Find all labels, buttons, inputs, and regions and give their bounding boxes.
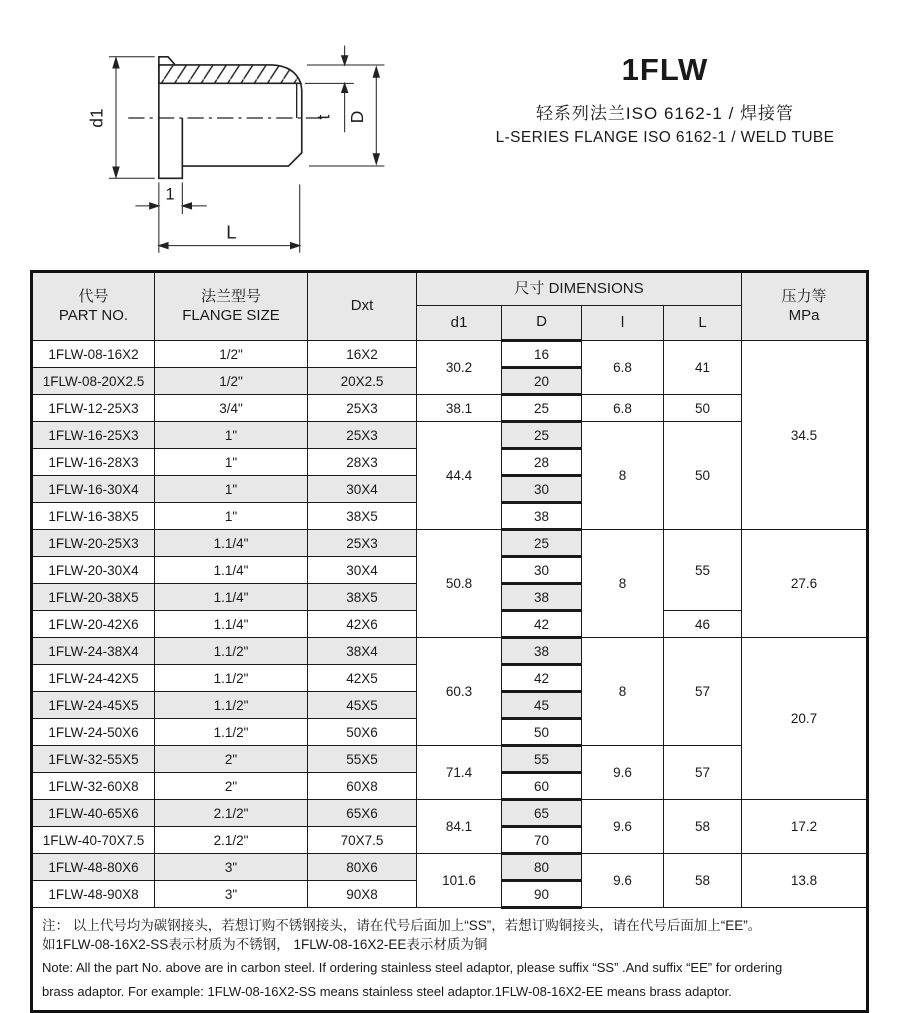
- cell-part: 1FLW-20-42X6: [32, 611, 155, 638]
- cell-D: 80: [502, 854, 582, 881]
- cell-D: 65: [502, 800, 582, 827]
- col-header-flange-size: [155, 272, 308, 341]
- flange-size-header-en: FLANGE SIZE: [182, 306, 280, 324]
- cell-d1: 71.4: [417, 746, 502, 800]
- cell-part: 1FLW-32-55X5: [32, 746, 155, 773]
- flange-size-header-cn: 法兰型号: [200, 287, 261, 305]
- cell-dxt: 30X4: [308, 557, 417, 584]
- cell-l: 6.8: [582, 341, 664, 395]
- cell-size: 1.1/2": [155, 638, 308, 665]
- cell-l: 6.8: [582, 395, 664, 422]
- cell-size: 1.1/4": [155, 557, 308, 584]
- cell-size: 1/2": [155, 341, 308, 368]
- cell-D: 38: [502, 503, 582, 530]
- cell-L: 57: [664, 746, 742, 800]
- cell-part: 1FLW-16-38X5: [32, 503, 155, 530]
- cell-l: 8: [582, 638, 664, 746]
- dimension-L: [159, 184, 300, 252]
- cell-dxt: 42X6: [308, 611, 417, 638]
- col-header-part-no: [32, 272, 155, 341]
- cell-size: 1": [155, 422, 308, 449]
- technical-drawing: [30, 18, 400, 263]
- cell-D: 28: [502, 449, 582, 476]
- dim-label-flange-thickness: 1: [165, 185, 175, 204]
- cell-D: 60: [502, 773, 582, 800]
- cell-size: 1/2": [155, 368, 308, 395]
- cell-part: 1FLW-20-30X4: [32, 557, 155, 584]
- cell-D: 70: [502, 827, 582, 854]
- cell-dxt: 90X8: [308, 881, 417, 908]
- cell-part: 1FLW-24-38X4: [32, 638, 155, 665]
- note-english-line2: brass adaptor. For example: 1FLW-08-16X2-SS means stainless steel adaptor.1FLW-08-16X2-EE means brass adaptor.: [42, 983, 732, 999]
- cell-size: 3/4": [155, 395, 308, 422]
- cell-part: 1FLW-32-60X8: [32, 773, 155, 800]
- cell-D: 50: [502, 719, 582, 746]
- cell-mpa: 34.5: [742, 341, 868, 530]
- cell-part: 1FLW-16-28X3: [32, 449, 155, 476]
- spec-table: [30, 270, 869, 1013]
- flange-section-drawing: [30, 18, 400, 263]
- cell-size: 2.1/2": [155, 800, 308, 827]
- part-no-header-en: PART NO.: [58, 306, 129, 324]
- col-header-l: l: [582, 306, 664, 341]
- cell-size: 1.1/2": [155, 719, 308, 746]
- cell-part: 1FLW-40-70X7.5: [32, 827, 155, 854]
- cell-dxt: 38X5: [308, 584, 417, 611]
- note-chinese-line1: 注： 以上代号均为碳钢接头，若想订购不锈钢接头，请在代号后面加上“SS”，若想订购铜接头，请在代号后面加上“EE”。: [42, 918, 762, 933]
- cell-mpa: 27.6: [742, 530, 868, 638]
- subtitle-chinese: 轻系列法兰ISO 6162-1 / 焊接管: [535, 104, 795, 123]
- cell-size: 1.1/2": [155, 665, 308, 692]
- cell-D: 38: [502, 638, 582, 665]
- spec-table-body: [32, 341, 868, 908]
- cell-d1: 60.3: [417, 638, 502, 746]
- dim-label-L: L: [226, 221, 237, 243]
- cell-d1: 30.2: [417, 341, 502, 395]
- model-code: 1FLW: [621, 52, 709, 87]
- cell-size: 1.1/4": [155, 584, 308, 611]
- cell-l: 8: [582, 422, 664, 530]
- dim-label-t: t: [313, 114, 334, 120]
- cell-size: 2": [155, 746, 308, 773]
- cell-D: 16: [502, 341, 582, 368]
- pressure-header-cn: 压力等: [781, 287, 827, 305]
- cell-size: 3": [155, 854, 308, 881]
- cell-D: 30: [502, 557, 582, 584]
- cell-part: 1FLW-08-20X2.5: [32, 368, 155, 395]
- hatched-wall-section: [159, 65, 301, 83]
- cell-dxt: 42X5: [308, 665, 417, 692]
- cell-dxt: 30X4: [308, 476, 417, 503]
- cell-part: 1FLW-48-90X8: [32, 881, 155, 908]
- cell-dxt: 60X8: [308, 773, 417, 800]
- table-row: [32, 341, 868, 368]
- table-row: [32, 530, 868, 557]
- cell-size: 3": [155, 881, 308, 908]
- cell-L: 41: [664, 341, 742, 395]
- cell-part: 1FLW-08-16X2: [32, 341, 155, 368]
- cell-d1: 84.1: [417, 800, 502, 854]
- cell-L: 57: [664, 638, 742, 746]
- cell-d1: 50.8: [417, 530, 502, 638]
- cell-D: 25: [502, 422, 582, 449]
- cell-dxt: 50X6: [308, 719, 417, 746]
- cell-D: 42: [502, 665, 582, 692]
- dim-label-d1: d1: [86, 108, 107, 128]
- part-no-header-cn: 代号: [78, 287, 109, 305]
- cell-L: 55: [664, 530, 742, 611]
- note-block: [32, 908, 868, 1012]
- subtitle-english: L-SERIES FLANGE ISO 6162-1 / WELD TUBE: [495, 129, 835, 146]
- cell-L: 50: [664, 422, 742, 530]
- note-english-line1: Note: All the part No. above are in carbon steel. If ordering stainless steel adaptor, please suffix “SS” .And suffix “EE” for ordering: [42, 960, 783, 976]
- table-row: [32, 638, 868, 665]
- cell-size: 2": [155, 773, 308, 800]
- cell-dxt: 80X6: [308, 854, 417, 881]
- cell-part: 1FLW-24-45X5: [32, 692, 155, 719]
- cell-dxt: 16X2: [308, 341, 417, 368]
- cell-part: 1FLW-48-80X6: [32, 854, 155, 881]
- pressure-header-unit: MPa: [788, 306, 820, 324]
- cell-l: 9.6: [582, 800, 664, 854]
- cell-size: 1.1/2": [155, 692, 308, 719]
- cell-mpa: 20.7: [742, 638, 868, 800]
- cell-D: 38: [502, 584, 582, 611]
- cell-mpa: 13.8: [742, 854, 868, 908]
- cell-mpa: 17.2: [742, 800, 868, 854]
- cell-dxt: 38X4: [308, 638, 417, 665]
- cell-dxt: 28X3: [308, 449, 417, 476]
- cell-l: 9.6: [582, 854, 664, 908]
- col-header-D: D: [502, 306, 582, 341]
- cell-d1: 44.4: [417, 422, 502, 530]
- cell-d1: 38.1: [417, 395, 502, 422]
- cell-D: 25: [502, 530, 582, 557]
- cell-size: 1.1/4": [155, 611, 308, 638]
- cell-dxt: 38X5: [308, 503, 417, 530]
- cell-part: 1FLW-16-25X3: [32, 422, 155, 449]
- col-header-dimensions: 尺寸 DIMENSIONS: [417, 272, 742, 306]
- cell-D: 30: [502, 476, 582, 503]
- cell-L: 50: [664, 395, 742, 422]
- dim-label-D: D: [347, 110, 368, 124]
- cell-part: 1FLW-24-42X5: [32, 665, 155, 692]
- cell-size: 2.1/2": [155, 827, 308, 854]
- cell-dxt: 25X3: [308, 530, 417, 557]
- cell-D: 25: [502, 395, 582, 422]
- cell-L: 58: [664, 854, 742, 908]
- cell-part: 1FLW-12-25X3: [32, 395, 155, 422]
- col-header-dxt: Dxt: [308, 272, 417, 341]
- cell-size: 1": [155, 503, 308, 530]
- cell-dxt: 70X7.5: [308, 827, 417, 854]
- col-header-pressure: [742, 272, 868, 341]
- col-header-L: L: [664, 306, 742, 341]
- table-row: [32, 854, 868, 881]
- cell-l: 8: [582, 530, 664, 638]
- cell-D: 90: [502, 881, 582, 908]
- cell-dxt: 25X3: [308, 422, 417, 449]
- cell-L: 58: [664, 800, 742, 854]
- product-title-block: [440, 52, 890, 147]
- cell-part: 1FLW-24-50X6: [32, 719, 155, 746]
- table-row: [32, 800, 868, 827]
- cell-part: 1FLW-16-30X4: [32, 476, 155, 503]
- cell-D: 42: [502, 611, 582, 638]
- cell-D: 20: [502, 368, 582, 395]
- cell-size: 1": [155, 476, 308, 503]
- cell-l: 9.6: [582, 746, 664, 800]
- cell-D: 55: [502, 746, 582, 773]
- cell-D: 45: [502, 692, 582, 719]
- cell-part: 1FLW-20-38X5: [32, 584, 155, 611]
- cell-size: 1": [155, 449, 308, 476]
- col-header-d1: d1: [417, 306, 502, 341]
- cell-dxt: 65X6: [308, 800, 417, 827]
- cell-part: 1FLW-20-25X3: [32, 530, 155, 557]
- note-chinese-line2: 如1FLW-08-16X2-SS表示材质为不锈钢， 1FLW-08-16X2-EE表示材质为铜: [42, 937, 488, 953]
- cell-part: 1FLW-40-65X6: [32, 800, 155, 827]
- cell-dxt: 25X3: [308, 395, 417, 422]
- cell-dxt: 45X5: [308, 692, 417, 719]
- cell-size: 1.1/4": [155, 530, 308, 557]
- cell-dxt: 55X5: [308, 746, 417, 773]
- cell-d1: 101.6: [417, 854, 502, 908]
- cell-dxt: 20X2.5: [308, 368, 417, 395]
- cell-L: 46: [664, 611, 742, 638]
